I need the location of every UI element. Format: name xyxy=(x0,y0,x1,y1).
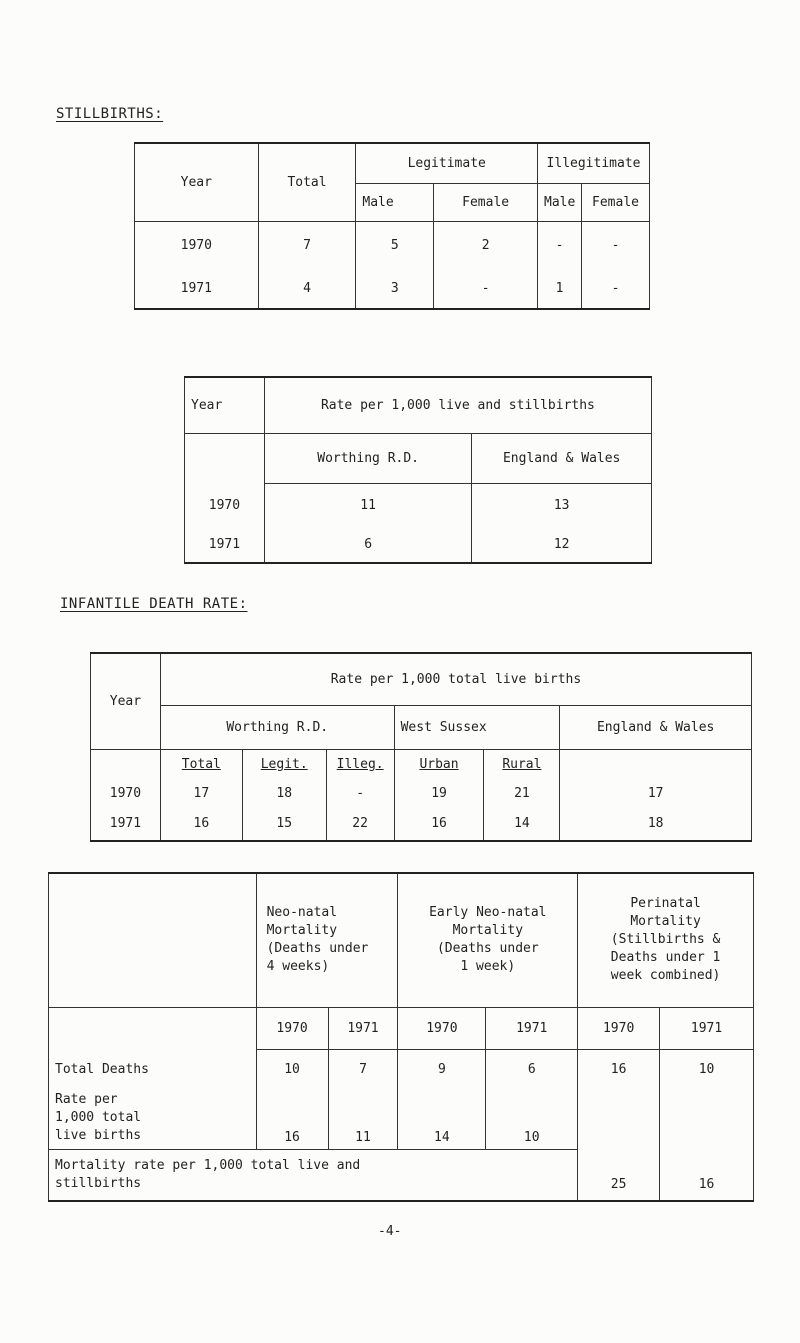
early-neo-natal-header: Early Neo-natal Mortality (Deaths under 1 week) xyxy=(398,873,578,1007)
urban-label: Urban xyxy=(419,756,459,772)
illegit-female-cell: - xyxy=(582,221,650,269)
blank-corner xyxy=(49,873,257,1007)
early-1971-deaths: 6 xyxy=(486,1049,578,1089)
illegit-male-cell: - xyxy=(538,221,582,269)
peri-1971-header: 1971 xyxy=(660,1007,754,1049)
blank-cell xyxy=(91,749,161,779)
total-cell: 7 xyxy=(258,221,356,269)
stillbirth-rate-table xyxy=(184,376,652,564)
urban-cell: 19 xyxy=(394,779,484,807)
legitimate-header: Legitimate xyxy=(356,143,538,183)
rate-label: Rate per 1,000 total live births xyxy=(49,1089,257,1149)
mortality-rate-label: Mortality rate per 1,000 total live and stillbirths xyxy=(49,1149,578,1201)
peri-1970-mortality: 25 xyxy=(578,1089,660,1201)
legit-label: Legit. xyxy=(260,756,308,772)
peri-1970-deaths: 16 xyxy=(578,1049,660,1089)
year-cell: 1970 xyxy=(185,483,265,527)
neo-1971-rate: 11 xyxy=(328,1089,398,1149)
rural-label: Rural xyxy=(502,756,542,772)
total-subheader xyxy=(160,749,242,779)
peri-1970-header: 1970 xyxy=(578,1007,660,1049)
neo-1970-deaths: 10 xyxy=(256,1049,328,1089)
urban-cell: 16 xyxy=(394,807,484,841)
legit-cell: 15 xyxy=(242,807,326,841)
rate-header: Rate per 1,000 total live births xyxy=(160,653,751,705)
england-header: England & Wales xyxy=(472,433,652,483)
blank-cell xyxy=(49,1007,257,1049)
urban-subheader xyxy=(394,749,484,779)
neo-1970-header: 1970 xyxy=(256,1007,328,1049)
early-1971-header: 1971 xyxy=(486,1007,578,1049)
table-row xyxy=(185,483,652,527)
peri-1971-deaths: 10 xyxy=(660,1049,754,1089)
year-cell: 1971 xyxy=(91,807,161,841)
england-cell: 12 xyxy=(472,527,652,563)
year-cell: 1970 xyxy=(135,221,259,269)
year-cell: 1970 xyxy=(91,779,161,807)
england-cell: 18 xyxy=(560,807,752,841)
illeg-label: Illeg. xyxy=(336,756,384,772)
legit-female-cell: 2 xyxy=(434,221,538,269)
table-row xyxy=(91,779,752,807)
rural-cell: 14 xyxy=(484,807,560,841)
table-row xyxy=(135,269,650,309)
illegit-female-cell: - xyxy=(582,269,650,309)
early-1970-deaths: 9 xyxy=(398,1049,486,1089)
worthing-cell: 11 xyxy=(264,483,472,527)
page-number: -4- xyxy=(378,1224,402,1239)
early-1970-rate: 14 xyxy=(398,1089,486,1149)
illeg-cell: 22 xyxy=(326,807,394,841)
peri-1971-mortality: 16 xyxy=(660,1089,754,1201)
blank-cell xyxy=(185,433,265,483)
illeg-cell: - xyxy=(326,779,394,807)
stillbirths-table xyxy=(134,142,650,310)
mortality-table xyxy=(48,872,754,1202)
table-row xyxy=(49,1089,754,1149)
illeg-subheader xyxy=(326,749,394,779)
total-deaths-label: Total Deaths xyxy=(49,1049,257,1089)
year-cell: 1971 xyxy=(135,269,259,309)
england-header: England & Wales xyxy=(560,705,752,749)
total-cell: 4 xyxy=(258,269,356,309)
neo-1971-deaths: 7 xyxy=(328,1049,398,1089)
table-row xyxy=(49,1049,754,1089)
england-cell: 17 xyxy=(560,779,752,807)
illegit-female-header: Female xyxy=(582,183,650,221)
total-header: Total xyxy=(258,143,356,221)
rural-cell: 21 xyxy=(484,779,560,807)
illegitimate-header: Illegitimate xyxy=(538,143,650,183)
year-header: Year xyxy=(91,653,161,749)
rural-subheader xyxy=(484,749,560,779)
stillbirths-heading: STILLBIRTHS: xyxy=(56,106,164,122)
year-header: Year xyxy=(185,377,265,433)
total-cell: 17 xyxy=(160,779,242,807)
neo-1970-rate: 16 xyxy=(256,1089,328,1149)
perinatal-header: Perinatal Mortality (Stillbirths & Deaths under 1 week combined) xyxy=(578,873,754,1007)
infantile-heading: INFANTILE DEATH RATE: xyxy=(60,596,248,612)
legit-subheader xyxy=(242,749,326,779)
england-cell: 13 xyxy=(472,483,652,527)
table-row xyxy=(91,807,752,841)
legit-male-cell: 5 xyxy=(356,221,434,269)
legit-female-cell: - xyxy=(434,269,538,309)
illegit-male-header: Male xyxy=(538,183,582,221)
worthing-cell: 6 xyxy=(264,527,472,563)
early-1971-rate: 10 xyxy=(486,1089,578,1149)
total-cell: 16 xyxy=(160,807,242,841)
neo-natal-header: Neo-natal Mortality (Deaths under 4 weeks) xyxy=(256,873,398,1007)
rate-header: Rate per 1,000 live and stillbirths xyxy=(264,377,651,433)
table-row xyxy=(185,527,652,563)
blank-cell xyxy=(560,749,752,779)
neo-1971-header: 1971 xyxy=(328,1007,398,1049)
worthing-header: Worthing R.D. xyxy=(264,433,472,483)
year-cell: 1971 xyxy=(185,527,265,563)
illegit-male-cell: 1 xyxy=(538,269,582,309)
legit-male-cell: 3 xyxy=(356,269,434,309)
legit-female-header: Female xyxy=(434,183,538,221)
legit-male-header: Male xyxy=(356,183,434,221)
worthing-header: Worthing R.D. xyxy=(160,705,394,749)
total-label: Total xyxy=(181,756,221,772)
early-1970-header: 1970 xyxy=(398,1007,486,1049)
year-header: Year xyxy=(135,143,259,221)
table-row xyxy=(135,221,650,269)
west-sussex-header: West Sussex xyxy=(394,705,560,749)
legit-cell: 18 xyxy=(242,779,326,807)
infantile-rate-table xyxy=(90,652,752,842)
